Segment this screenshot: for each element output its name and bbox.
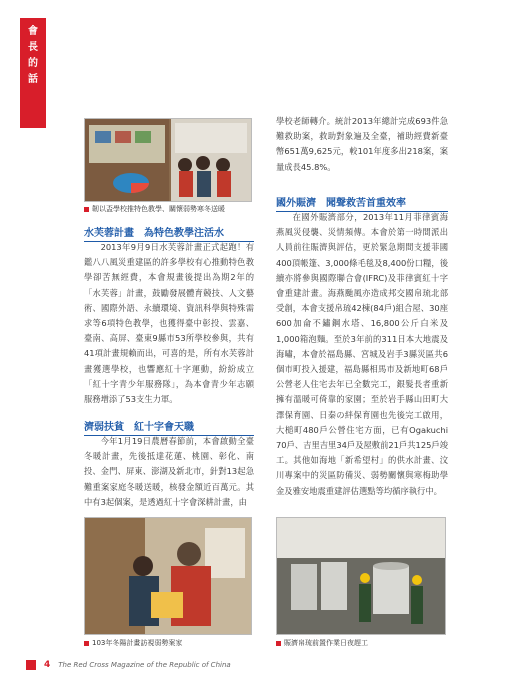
water-tank-caption: [276, 638, 368, 648]
section-tab: [20, 18, 46, 128]
magazine-name: The Red Cross Magazine of the Republic of China: [58, 661, 231, 669]
caption-marker-icon: [84, 641, 89, 646]
paragraph: 學校老師轉介。統計2013年總計完成693件急難救助案，救助對象遍及全臺，補助經費新臺幣651萬9,625元，較101年度多出218案，案量成長45.8%。: [276, 116, 448, 172]
section-tab-char: 話: [28, 74, 38, 85]
school-photo: [84, 118, 252, 202]
paragraph: 2013年9月9日水芙蓉計畫正式起跑！有鑑八八風災重建區的許多學校有心推動特色教學卻苦無經費，本會規畫後提出為期2年的「水芙蓉」計畫，鼓勵發展體育競技、人文藝術、國際外語、永續環境、資訊科學與特殊需求等6項特色教學，也獲得臺中彰投、雲嘉、臺南、高屏、臺東9縣市53所學校參與，共有41項計畫規賴而出，可喜的是，所有水芙蓉計畫獲選學校，也響應紅十字運動，紛紛成立「紅十字青少年服務隊」，為本會青少年志願服務增添了53支生力軍。: [84, 242, 254, 405]
water-tank-image: [277, 518, 445, 634]
caption-text: 103年冬陽計畫訪視弱勢案家: [92, 639, 183, 647]
water-tank-photo: [276, 517, 446, 635]
paragraph: 今年1月19日農曆春節前，本會啟動全臺冬暖計畫，先後抵達花蓮、桃園、彰化、南投、金門、屏東、澎湖及新北市，針對13起急難重案家庭冬暖送暖，核發金額近百萬元。其中有3起個案，是透過紅十字會深耕計畫，由: [84, 436, 254, 507]
section-body-foreign-relief: [276, 210, 448, 499]
caption-text: 賑濟帛琉前置作業日夜趕工: [284, 639, 368, 647]
caption-marker-icon: [84, 207, 89, 212]
school-photo-image: [85, 119, 251, 201]
caption-text: 韌以盃學校推特色教學、關懷弱勢寒冬送暖: [92, 205, 225, 213]
intro-text: [276, 114, 448, 175]
home-visit-caption: [84, 638, 182, 648]
section-body-poverty-relief: [84, 434, 254, 510]
paragraph: 在國外賑濟部分，2013年11月菲律賓海燕風災侵襲、災情頻傳。本會於第一時間派出人員前往賑濟與評估，更於緊急期間支援菲國400頂帳篷、3,000條毛毯及8,400份口糧，後續亦將參與國際聯合會(IFRC)及菲律賓紅十字會重建計畫。海燕颱風亦造成邦交國帛琉北部受創，本會支援帛琉42棟(84戶)組合屋、30座600加侖不鏽鋼水塔、16,800公斤白米及1,000箱泡麵。至於3年前的311日本大地震及海嘯，本會於福島縣、宮城及岩手3縣災區共6個市町投入援建，福島縣相馬市及新地町68戶公營老人住宅去年已全數完工，銀髮長者重新擁有溫暖可倚靠的家園；至於岩手縣山田町大澤保育園、日秦の絆保育園也先後完工啟用，大槌町480戶公營住宅方面，已有Ogakuchi 70戶、吉里吉里34戶及屋敷前21戶共125戶竣工。其他如海地「新希望村」的供水計畫、汶川專案中的災區防備災、弱勢關懷與寒梅助學金及雅安地震重建評估選點等均循序執行中。: [276, 212, 448, 496]
caption-marker-icon: [276, 641, 281, 646]
section-tab-char: 會: [28, 26, 38, 37]
page-footer: [26, 660, 231, 670]
section-body-water-lotus: [84, 240, 254, 407]
school-photo-caption: [84, 204, 225, 214]
section-tab-char: 長: [28, 42, 38, 53]
section-title-poverty-relief: 濟弱扶貧 紅十字會天職: [84, 418, 254, 436]
section-title-foreign-relief: 國外賑濟 聞聲救苦首重效率: [276, 194, 448, 212]
home-visit-photo: [84, 517, 252, 635]
footer-marker-icon: [26, 660, 36, 670]
section-title-water-lotus: 水芙蓉計畫 為特色教學注活水: [84, 224, 254, 242]
home-visit-image: [85, 518, 251, 634]
section-tab-char: 的: [28, 58, 38, 69]
page-number: 4: [44, 660, 51, 670]
